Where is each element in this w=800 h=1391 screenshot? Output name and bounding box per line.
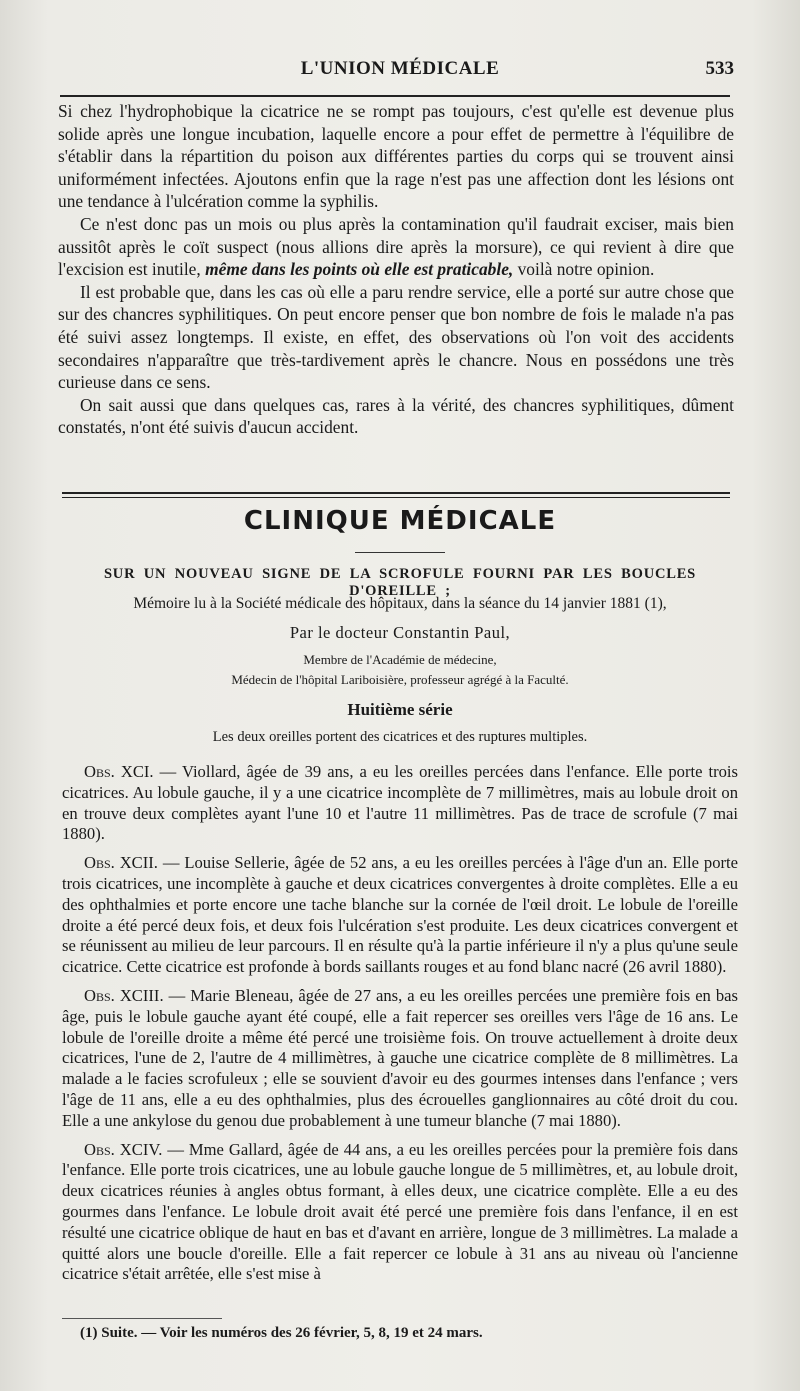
observation: [62, 762, 738, 845]
observation-label: Obs. XCII.: [84, 853, 158, 873]
observation-text: — Mme Gallard, âgée de 44 ans, a eu les oreilles percées pour la première fois dans l'enfance. Elle porte trois cicatrices, une au lobule gauche longue de 5 millimètres, et, au lobule droit, deux cicatrices réunies à angles obtus formant, à elles deux, une cicatrice complète. Elle a eu des gourmes dans l'enfance. Le lobule droit avait été percé une première fois dans l'enfance, il en est résulté une cicatrice oblique de haut en bas et d'avant en arrière, longue de 3 millimètres. La malade a quitté alors une boucle d'oreille. Elle a fait repercer ce lobule à 31 ans au niveau où l'ancienne cicatrice s'était arrêtée, elle s'est mise à: [62, 1139, 739, 1284]
paragraph: Si chez l'hydrophobique la cicatrice ne se rompt pas toujours, c'est qu'elle est devenue plus solide après une longue incubation, laquelle encore a pour effet de permettre à l'équilibre de s'établir dans la répartition du poison aux différentes parties du corps qui se trouvent ainsi uniformément infectées. Ajoutons enfin que la rage n'est pas une affection dont les lésions ont une tendance à l'ulcération comme la syphilis.: [58, 101, 734, 212]
observation: [62, 853, 738, 978]
section-title: CLINIQUE MÉDICALE: [243, 506, 557, 536]
footnote: (1) Suite. — Voir les numéros des 26 février, 5, 8, 19 et 24 mars.: [80, 1325, 483, 1341]
article-subtitle: SUR UN NOUVEAU SIGNE DE LA SCROFULE FOURNI PAR LES BOUCLES D'OREILLE ;: [103, 566, 697, 599]
observation-label: Obs. XCI.: [84, 762, 154, 781]
text-run: Ce n'est donc pas un mois ou plus après la contamination qu'il faudrait exciser, mais bien aussitôt après le coït suspect (nous allions dire après la morsure), ce qui revient à dire que l'excision est inutile,: [58, 213, 734, 280]
page-number: 533: [705, 58, 734, 79]
footnote-rule: [62, 1318, 222, 1319]
article-continuation: [58, 100, 734, 439]
observation-label: Obs. XCIV.: [84, 1139, 163, 1159]
author-line: Par le docteur Constantin Paul,: [289, 623, 511, 642]
header-rule: [60, 95, 730, 97]
author-affiliation: Médecin de l'hôpital Lariboisière, professeur agrégé à la Faculté.: [231, 672, 569, 687]
author-affiliation: Membre de l'Académie de médecine,: [303, 652, 497, 667]
section-divider: [62, 492, 730, 498]
running-title: L'UNION MÉDICALE: [300, 58, 500, 79]
observation-label: Obs. XCIII.: [84, 985, 164, 1005]
observations: [62, 762, 738, 1293]
observation-text: — Viollard, âgée de 39 ans, a eu les oreilles percées dans l'enfance. Elle porte trois cicatrices. Au lobule gauche, il y a une cicatrice incomplète de 7 millimètres, mais au lobule droit on en trouve deux complètes ayant l'une 10 et l'autre 11 millimètres. Pas de trace de scrofule (7 mai 1880).: [62, 762, 738, 844]
series-heading: Huitième série: [347, 700, 453, 719]
observation-text: — Louise Sellerie, âgée de 52 ans, a eu les oreilles percées à l'âge d'un an. Elle porte trois cicatrices, une incomplète à gauche et deux cicatrices convergentes à droite complètes. Elle a eu des ophthalmies et porte encore une tache blanche sur la cornée de l'œil droit. Le lobule de l'oreille droite a été percé deux fois, et deux fois l'ulcération s'est produite. Les deux cicatrices convergent et se réunissent au milieu de leur parcours. Il en résulte qu'à la partie inférieure il n'y a plus qu'une seule cicatrice. Cette cicatrice est profonde à bords saillants rouges et au fond blanc nacré (26 avril 1880).: [62, 853, 738, 977]
memoire-line: Mémoire lu à la Société médicale des hôpitaux, dans la séance du 14 janvier 1881 (1),: [133, 595, 667, 612]
paragraph: Il est probable que, dans les cas où elle a paru rendre service, elle a porté sur autre chose que sur des chancres syphilitiques. On peut encore penser que bon nombre de fois le malade n'a pas été suivi assez longtemps. Il existe, en effet, des observations où l'on voit des accidents secondaires n'apparaître que très-tardivement après le chancre. Nous en possédons une très curieuse dans ce sens.: [58, 281, 734, 393]
paragraph: [58, 213, 734, 281]
title-underline: [355, 552, 445, 553]
paragraph: On sait aussi que dans quelques cas, rares à la vérité, des chancres syphilitiques, dûment constatés, n'ont été suivis d'aucun accident.: [58, 394, 734, 438]
text-run: voilà notre opinion.: [513, 259, 655, 280]
observation: [62, 1140, 738, 1286]
observation-text: — Marie Bleneau, âgée de 27 ans, a eu les oreilles percées une première fois en bas âge, puis le lobule gauche ayant été coupé, elle a fait repercer ses oreilles vers l'âge de 16 ans. Le lobule de l'oreille droite a même été percé une troisième fois. On trouve actuellement à droite deux cicatrices, l'une de 2, l'autre de 4 millimètres, à gauche une cicatrice complète de 8 millimètres. La malade a le facies scrofuleux ; elle se souvient d'avoir eu des gourmes intenses dans l'enfance ; vers l'âge de 11 ans, elle a eu des ophthalmies, plus des écrouelles ganglionnaires au côté droit du cou. Elle a une ankylose du genou due probablement à une tumeur blanche (7 mai 1880).: [62, 985, 738, 1130]
emphasis-text: même dans les points où elle est praticable,: [205, 259, 514, 280]
observation: [62, 986, 738, 1132]
page-header: [60, 58, 740, 88]
series-subheading: Les deux oreilles portent des cicatrices et des ruptures multiples.: [212, 729, 588, 745]
